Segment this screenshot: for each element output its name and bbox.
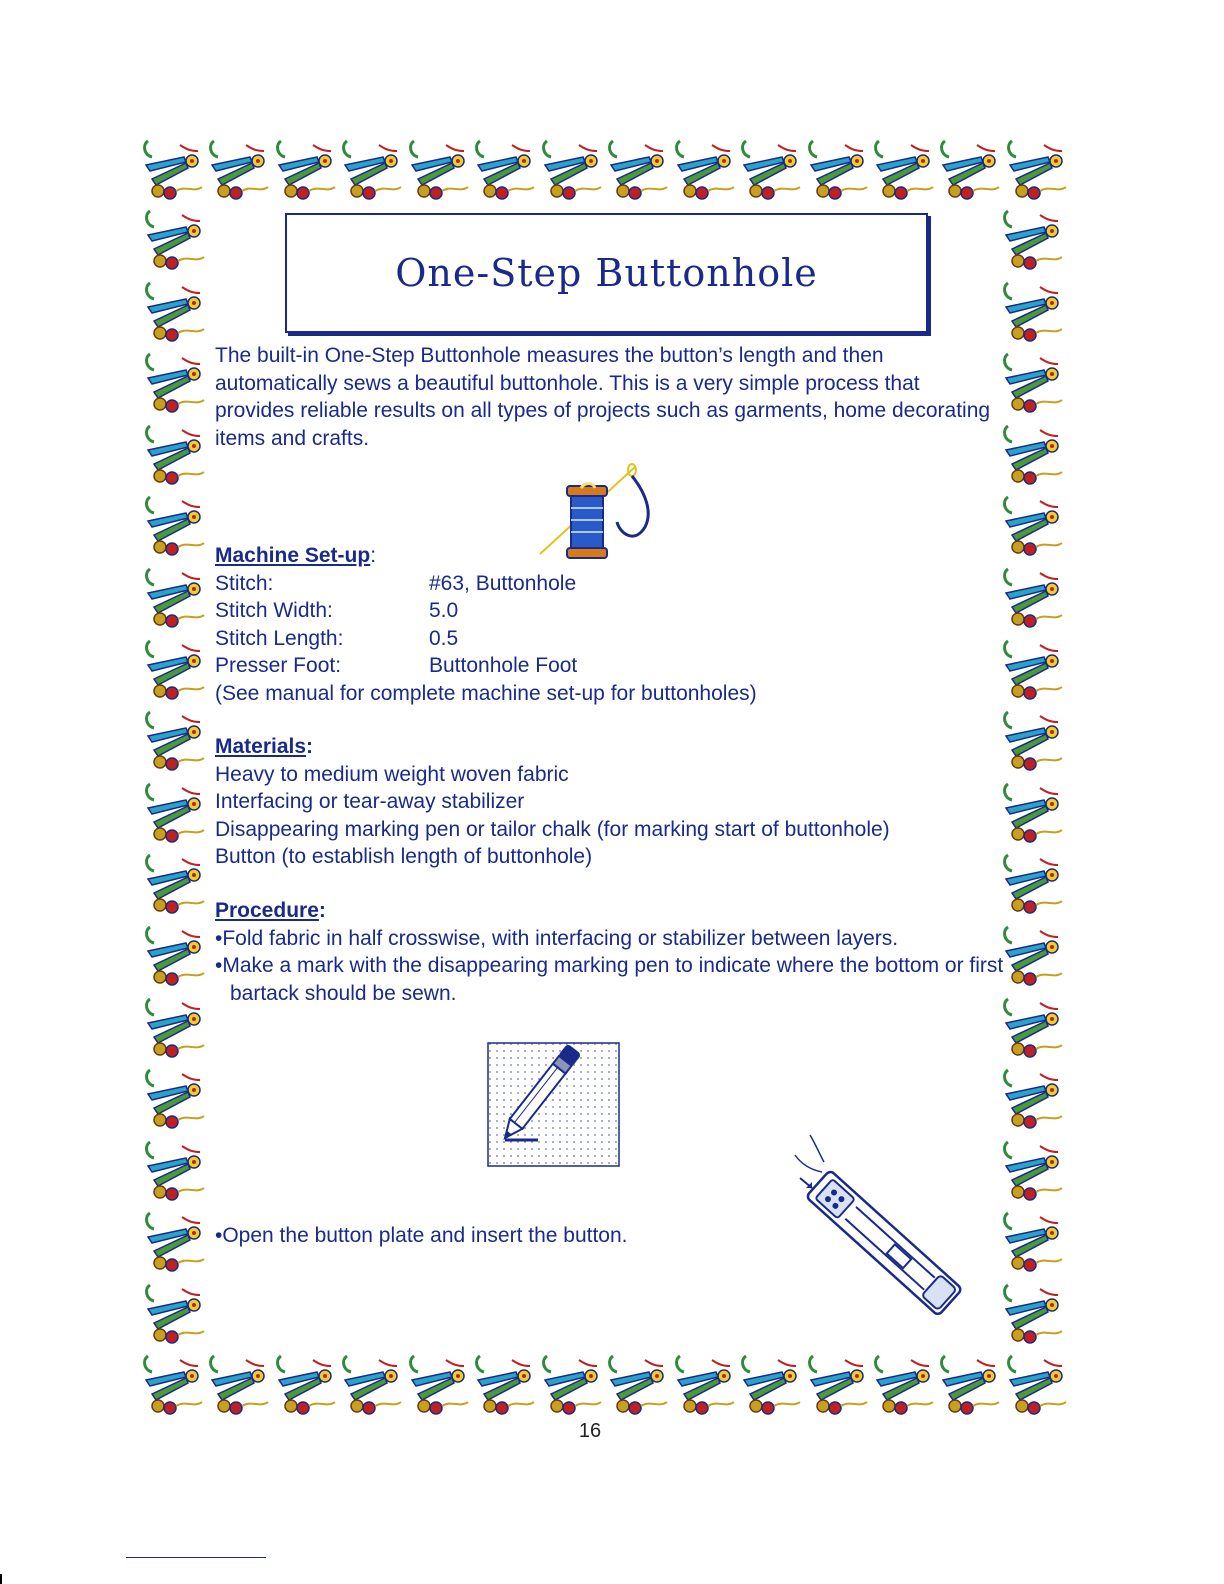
procedure-step: •Open the button plate and insert the button. — [215, 1224, 628, 1247]
scissors-spool-border-icon — [142, 706, 208, 772]
setup-row — [215, 652, 995, 680]
edge-mark — [0, 1574, 2, 1584]
setup-label: Presser Foot: — [215, 654, 342, 677]
procedure-step: •Fold fabric in half crosswise, with interfacing or stabilizer between layers. — [215, 926, 899, 950]
materials-item: Button (to establish length of buttonhole) — [215, 845, 593, 868]
setup-value: #63, Buttonhole — [429, 571, 577, 595]
materials-item: Heavy to medium weight woven fabric — [215, 762, 569, 786]
scissors-spool-border-icon — [472, 1350, 538, 1416]
scissors-spool-border-icon — [539, 1350, 605, 1416]
pencil-marking-icon — [425, 1028, 625, 1173]
scissors-spool-border-icon — [142, 993, 208, 1059]
page-title: One-Step Buttonhole — [395, 251, 818, 295]
scissors-spool-border-icon — [206, 1350, 272, 1416]
scissors-spool-border-icon — [871, 135, 937, 201]
materials-item: Disappearing marking pen or tailor chalk (for marking start of buttonhole) — [215, 817, 890, 841]
scissors-spool-border-icon — [1000, 635, 1066, 701]
scissors-spool-border-icon — [738, 1350, 804, 1416]
scissors-spool-border-icon — [937, 1350, 1003, 1416]
setup-label: Stitch Length: — [215, 626, 344, 650]
scissors-spool-border-icon — [339, 135, 405, 201]
scissors-spool-border-icon — [1000, 993, 1066, 1059]
scissors-spool-border-icon — [142, 1136, 208, 1202]
scissors-spool-border-icon — [1000, 563, 1066, 629]
border-top — [140, 135, 1070, 205]
scissors-spool-border-icon — [1000, 205, 1066, 271]
scissors-spool-border-icon — [142, 563, 208, 629]
scissors-spool-border-icon — [672, 1350, 738, 1416]
scissors-spool-border-icon — [206, 135, 272, 201]
title-box — [285, 213, 928, 333]
scissors-spool-border-icon — [142, 1207, 208, 1273]
scissors-spool-border-icon — [140, 135, 206, 201]
scissors-spool-border-icon — [1004, 135, 1070, 201]
machine-setup-heading-line — [215, 542, 995, 570]
scissors-spool-border-icon — [1000, 1064, 1066, 1130]
setup-row — [215, 570, 995, 598]
materials-section — [215, 733, 995, 871]
scissors-spool-border-icon — [1000, 277, 1066, 343]
procedure-step: •Make a mark with the disappearing marking pen to indicate where the bottom or first bartack should be sewn. — [215, 954, 1004, 1005]
setup-label: Stitch Width: — [215, 599, 333, 622]
border-left — [142, 205, 212, 1345]
scissors-spool-border-icon — [142, 1064, 208, 1130]
border-bottom — [140, 1350, 1070, 1420]
buttonhole-foot-icon — [790, 1130, 990, 1330]
scissors-spool-border-icon — [273, 1350, 339, 1416]
scissors-spool-border-icon — [539, 135, 605, 201]
scissors-spool-border-icon — [1000, 420, 1066, 486]
scissors-spool-border-icon — [805, 135, 871, 201]
scissors-spool-border-icon — [1000, 778, 1066, 844]
setup-row — [215, 597, 995, 625]
scissors-spool-border-icon — [472, 135, 538, 201]
scissors-spool-border-icon — [406, 1350, 472, 1416]
machine-setup-heading: Machine Set-up — [215, 544, 371, 567]
scissors-spool-border-icon — [805, 1350, 871, 1416]
scissors-spool-border-icon — [1000, 921, 1066, 987]
scissors-spool-border-icon — [142, 277, 208, 343]
scissors-spool-border-icon — [1004, 1350, 1070, 1416]
scissors-spool-border-icon — [142, 778, 208, 844]
setup-note: (See manual for complete machine set-up for buttonholes) — [215, 681, 757, 705]
page-number: 16 — [578, 1420, 602, 1442]
scissors-spool-border-icon — [142, 635, 208, 701]
scissors-spool-border-icon — [1000, 706, 1066, 772]
machine-setup-colon: : — [370, 544, 377, 567]
materials-item: Interfacing or tear-away stabilizer — [215, 790, 525, 813]
scissors-spool-border-icon — [142, 420, 208, 486]
scissors-spool-border-icon — [339, 1350, 405, 1416]
scissors-spool-border-icon — [142, 205, 208, 271]
procedure-heading: Procedure — [215, 899, 319, 922]
procedure-colon: : — [318, 899, 326, 922]
scissors-spool-border-icon — [738, 135, 804, 201]
scissors-spool-border-icon — [605, 135, 671, 201]
procedure-heading-line — [215, 897, 1005, 925]
scissors-spool-border-icon — [142, 491, 208, 557]
scissors-spool-border-icon — [1000, 491, 1066, 557]
scissors-spool-border-icon — [937, 135, 1003, 201]
setup-value: Buttonhole Foot — [429, 654, 578, 677]
materials-heading: Materials — [215, 735, 307, 758]
scissors-spool-border-icon — [273, 135, 339, 201]
scissors-spool-border-icon — [406, 135, 472, 201]
scissors-spool-border-icon — [1000, 348, 1066, 414]
scissors-spool-border-icon — [142, 921, 208, 987]
border-right — [1000, 205, 1070, 1345]
materials-colon: : — [306, 735, 314, 758]
scissors-spool-border-icon — [142, 348, 208, 414]
scissors-spool-border-icon — [605, 1350, 671, 1416]
scissors-spool-border-icon — [1000, 1136, 1066, 1202]
scissors-spool-border-icon — [142, 1279, 208, 1345]
footer-rule — [126, 1557, 266, 1558]
scissors-spool-border-icon — [1000, 849, 1066, 915]
materials-heading-line — [215, 733, 995, 761]
scissors-spool-border-icon — [1000, 1279, 1066, 1345]
setup-value: 0.5 — [429, 626, 459, 650]
scissors-spool-border-icon — [1000, 1207, 1066, 1273]
setup-row — [215, 625, 995, 653]
intro-paragraph: The built-in One-Step Buttonhole measures the button’s length and then automatically sews a beautiful buttonhole. This is a very simple process that provides reliable results on all types of projects such as garments, home decorating items and crafts. — [215, 344, 991, 450]
scissors-spool-border-icon — [871, 1350, 937, 1416]
scissors-spool-border-icon — [142, 849, 208, 915]
procedure-section — [215, 897, 1005, 1007]
setup-label: Stitch: — [215, 571, 274, 595]
scissors-spool-border-icon — [672, 135, 738, 201]
setup-value: 5.0 — [429, 599, 459, 622]
machine-setup-section — [215, 542, 995, 707]
scissors-spool-border-icon — [140, 1350, 206, 1416]
